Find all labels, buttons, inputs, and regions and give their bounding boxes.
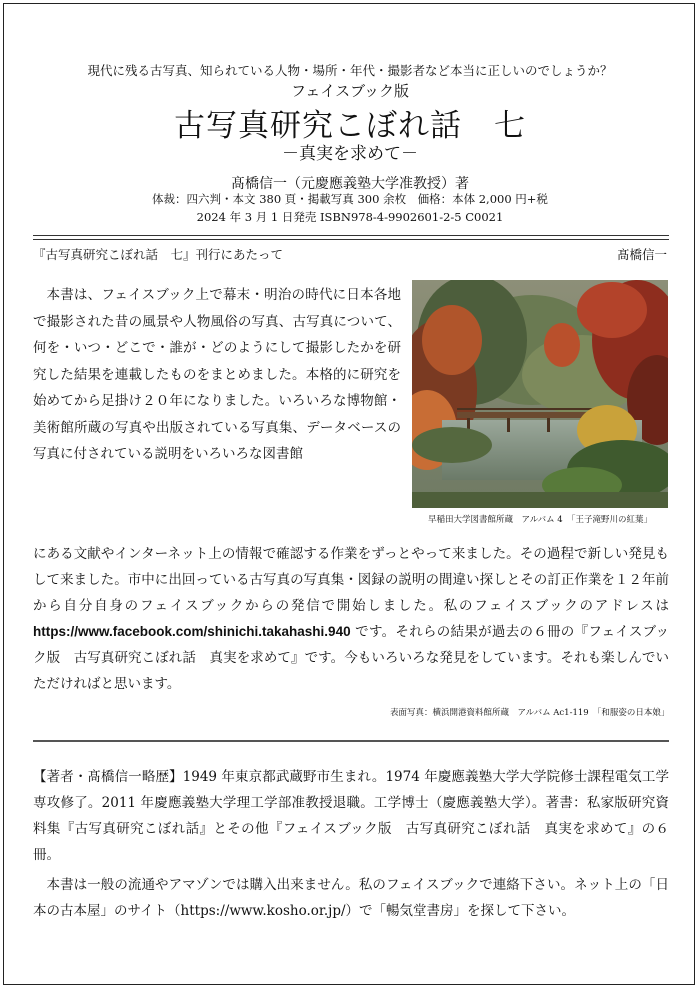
photo-caption: 早稲田大学図書館所蔵 アルバム 4 「王子滝野川の紅葉」 (428, 515, 652, 525)
autumn-garden-photo (412, 280, 668, 508)
intro-full-text (33, 541, 669, 697)
section-byline: 髙橋信一 (616, 247, 667, 262)
bio-text: 【著者・髙橋信一略歴】1949 年東京都武蔵野市生まれ。1974 年慶應義塾大学大学院修士課程電気工学専攻修了。2011 年慶應義塾大学理工学部准教授退職。工学博士（慶應義塾大学）。著書：私家版研究資料集『古写真研究こぼれ話』とその他『フェイスブック版 古写真研究こぼれ話 真実を求めて』の６冊。 (33, 769, 669, 863)
purchase-note: 本書は一般の流通やアマゾンでは購入出来ません。私のフェイスブックで連絡下さい。ネット上の「日本の古本屋」のサイト（https://www.kosho.or.jp/）で「暢気堂書房」を探して下さい。 (33, 877, 669, 919)
book-specs: 体裁：四六判・本文 380 頁・掲載写真 300 余枚 価格：本体 2,000 円+税 (152, 192, 548, 206)
book-subtitle: －真実を求めて－ (282, 144, 418, 164)
series-label: フェイスブック版 (290, 82, 410, 100)
tagline: 現代に残る古写真、知られている人物・場所・年代・撮影者など本当に正しいのでしょうか？ (87, 63, 613, 78)
intro-paragraph: 本書は、フェイスブック上で幕末・明治の時代に日本各地で撮影された昔の風景や人物風俗の写真、古写真について、何を・いつ・どこで・誰が・どのようにして撮影したかを研究した結果を連載したものをまとめました。本格的に研究を始めてから足掛け２０年になりました。いろいろな博物館・美術館所蔵の写真や出版されている写真集、データベースの写真に付されている説明をいろいろな図書館 (33, 287, 401, 462)
intro-text-part2: です。それらの結果が過去の６冊の『フェイスブック版 古写真研究こぼれ話 真実を求めて』です。今もいろいろな発見をしています。それも楽しんでいただければと思います。 (33, 624, 669, 692)
intro-continuation (33, 541, 669, 697)
cover-photo-caption: 表面写真：横浜開港資料館所蔵 アルバム Ac1-119 「和服姿の日本娘」 (390, 708, 670, 718)
author-line: 髙橋信一（元慶應義塾大学准教授）著 (231, 176, 469, 192)
section-divider-bottom (33, 740, 669, 742)
facebook-url-link[interactable]: https://www.facebook.com/shinichi.takahashi.940 (33, 624, 351, 639)
author-bio (33, 764, 669, 924)
publication-info: 2024 年 3 月 1 日発売 ISBN978-4-9902601-2-5 C0021 (196, 210, 504, 224)
intro-column-text (33, 282, 401, 468)
intro-text-part1: にある文献やインターネット上の情報で確認する作業をずっとやって来ました。その過程で新しい発見もして来ました。市中に出回っている古写真の写真集・図録の説明の間違い探しとその訂正作業を１２年前から自分自身のフェイスブックからの発信で開始しました。私のフェイスブックのアドレスは (33, 546, 669, 614)
section-heading: 『古写真研究こぼれ話 七』刊行にあたって (33, 247, 284, 262)
book-title: 古写真研究こぼれ話 七 (174, 108, 526, 144)
section-divider-top (33, 235, 669, 240)
